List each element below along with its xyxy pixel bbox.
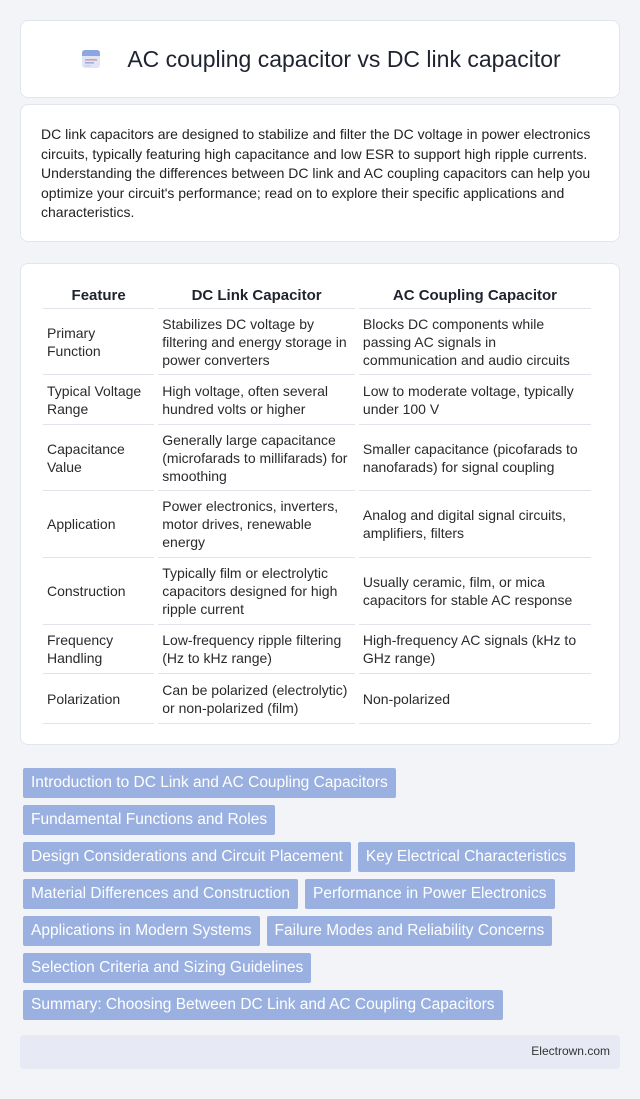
row-ac-coupling: Non-polarized [359,674,591,724]
row-ac-coupling: Usually ceramic, film, or mica capacitors for stable AC response [359,558,591,625]
row-ac-coupling: Blocks DC components while passing AC signals in communication and audio circuits [359,309,591,375]
comparison-table-card [20,263,620,745]
comparison-table [39,284,595,724]
header-ac-coupling: AC Coupling Capacitor [359,284,591,309]
page-title: AC coupling capacitor vs DC link capacitor [127,45,561,72]
row-feature: Construction [43,558,154,625]
table-row [43,674,591,724]
topic-link[interactable]: Fundamental Functions and Roles [23,805,275,835]
intro-card [20,104,620,242]
table-row [43,558,591,625]
row-ac-coupling: Low to moderate voltage, typically under 100 V [359,375,591,425]
footer [20,1035,620,1069]
header-feature: Feature [43,284,154,309]
topic-links [23,768,623,1027]
row-feature: Primary Function [43,309,154,375]
row-feature: Capacitance Value [43,425,154,491]
topic-link[interactable]: Selection Criteria and Sizing Guidelines [23,953,311,983]
row-feature: Polarization [43,674,154,724]
row-dc-link: Power electronics, inverters, motor drives, renewable energy [158,491,355,558]
row-ac-coupling: High-frequency AC signals (kHz to GHz range) [359,625,591,674]
document-icon [79,47,103,71]
header-dc-link: DC Link Capacitor [158,284,355,309]
topic-link[interactable]: Performance in Power Electronics [305,879,554,909]
row-dc-link: Can be polarized (electrolytic) or non-polarized (film) [158,674,355,724]
table-header-row [43,284,591,309]
topic-link[interactable]: Material Differences and Construction [23,879,298,909]
row-ac-coupling: Smaller capacitance (picofarads to nanofarads) for signal coupling [359,425,591,491]
header-card [20,20,620,98]
title-wrap [79,46,560,73]
topic-link[interactable]: Failure Modes and Reliability Concerns [267,916,553,946]
row-dc-link: Low-frequency ripple filtering (Hz to kHz range) [158,625,355,674]
row-feature: Typical Voltage Range [43,375,154,425]
row-feature: Application [43,491,154,558]
row-feature: Frequency Handling [43,625,154,674]
row-ac-coupling: Analog and digital signal circuits, amplifiers, filters [359,491,591,558]
table-row [43,309,591,375]
table-row [43,625,591,674]
topic-link[interactable]: Design Considerations and Circuit Placement [23,842,351,872]
footer-brand[interactable]: Electrown.com [531,1044,610,1058]
topic-link[interactable]: Applications in Modern Systems [23,916,260,946]
row-dc-link: High voltage, often several hundred volts or higher [158,375,355,425]
topic-link[interactable]: Introduction to DC Link and AC Coupling Capacitors [23,768,396,798]
intro-paragraph: DC link capacitors are designed to stabilize and filter the DC voltage in power electronics circuits, typically featuring high capacitance and low ESR to support high ripple currents. Understanding the differences between DC link and AC coupling capacitors can help you optimize your circuit's performance; read on to explore their specific applications and characteristics. [41,126,591,221]
row-dc-link: Stabilizes DC voltage by filtering and energy storage in power converters [158,309,355,375]
topic-link[interactable]: Summary: Choosing Between DC Link and AC Coupling Capacitors [23,990,503,1020]
row-dc-link: Typically film or electrolytic capacitors designed for high ripple current [158,558,355,625]
row-dc-link: Generally large capacitance (microfarads to millifarads) for smoothing [158,425,355,491]
topic-link[interactable]: Key Electrical Characteristics [358,842,575,872]
table-row [43,425,591,491]
table-row [43,375,591,425]
table-row [43,491,591,558]
